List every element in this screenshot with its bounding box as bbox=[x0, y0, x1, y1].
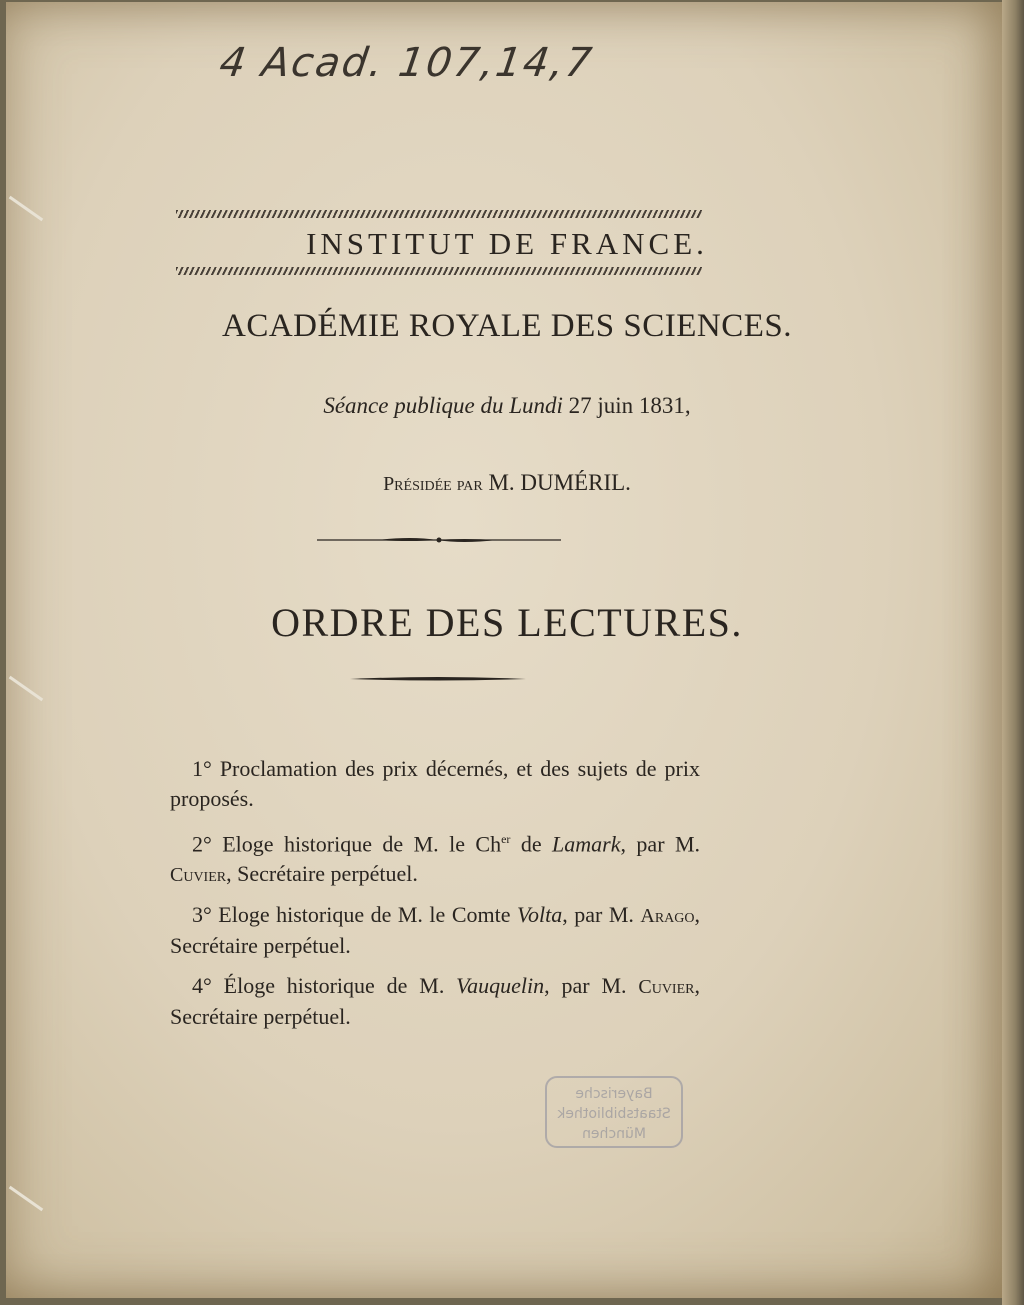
stamp-line: München bbox=[582, 1126, 646, 1142]
lecture-text: 4° Éloge historique de M. bbox=[192, 973, 457, 999]
lecture-item bbox=[170, 754, 700, 814]
lecture-item bbox=[170, 971, 700, 1032]
presidee-name: M. DUMÉRIL. bbox=[488, 470, 631, 495]
title-divider bbox=[350, 675, 526, 683]
lecture-text: 3° Eloge historique de M. le Comte bbox=[192, 902, 517, 928]
library-stamp bbox=[545, 1076, 683, 1148]
page-edge-shadow bbox=[1002, 0, 1024, 1305]
lecture-text: 1° Proclamation des prix décernés, et des sujets de prix proposés. bbox=[170, 756, 700, 811]
academie-heading: ACADÉMIE ROYALE DES SCIENCES. bbox=[221, 308, 793, 344]
lecture-text: , Secrétaire perpétuel. bbox=[170, 902, 701, 959]
lecture-text: , Secrétaire perpétuel. bbox=[226, 861, 418, 887]
binding-stitch bbox=[9, 676, 43, 701]
lecture-author: Cuvier bbox=[638, 976, 695, 999]
binding-stitch bbox=[9, 196, 43, 221]
lecture-subject: Volta bbox=[516, 902, 563, 928]
seance-date: 27 juin 1831, bbox=[568, 393, 691, 418]
lecture-item bbox=[170, 900, 700, 961]
lecture-text: 2° Eloge historique de M. le Ch bbox=[192, 831, 502, 857]
handwritten-shelfmark: 4 Acad. 107,14,7 bbox=[216, 40, 597, 86]
lecture-subject: Lamark bbox=[552, 831, 621, 857]
ornamental-rule-top bbox=[176, 210, 702, 218]
lecture-superscript: er bbox=[501, 832, 511, 846]
lecture-subject: Vauquelin bbox=[456, 973, 545, 999]
ornamental-divider bbox=[317, 535, 561, 545]
stamp-line: Staatsbibliothek bbox=[557, 1106, 671, 1122]
document-page bbox=[6, 2, 1008, 1298]
document-title: ORDRE DES LECTURES. bbox=[271, 600, 743, 645]
lecture-text: , par M. bbox=[620, 831, 701, 857]
stamp-line: Bayerische bbox=[575, 1086, 653, 1102]
presidee-line bbox=[6, 470, 1008, 496]
lecture-author: Cuvier bbox=[170, 864, 227, 887]
lecture-text: de bbox=[510, 831, 553, 857]
lectures-list bbox=[170, 754, 700, 1042]
lecture-item bbox=[170, 824, 700, 890]
lecture-text: , par M. bbox=[562, 902, 641, 928]
presidee-label: Présidée par bbox=[383, 473, 483, 495]
seance-label: Séance publique du Lundi bbox=[323, 393, 563, 418]
lecture-text: , Secrétaire perpétuel. bbox=[170, 973, 700, 1030]
seance-line bbox=[6, 393, 1008, 419]
ornamental-rule-bottom bbox=[176, 267, 702, 275]
lecture-author: Arago bbox=[640, 905, 695, 928]
binding-stitch bbox=[9, 1186, 43, 1211]
lecture-text: , par M. bbox=[544, 973, 639, 999]
institut-heading: INSTITUT DE FRANCE. bbox=[306, 226, 708, 261]
